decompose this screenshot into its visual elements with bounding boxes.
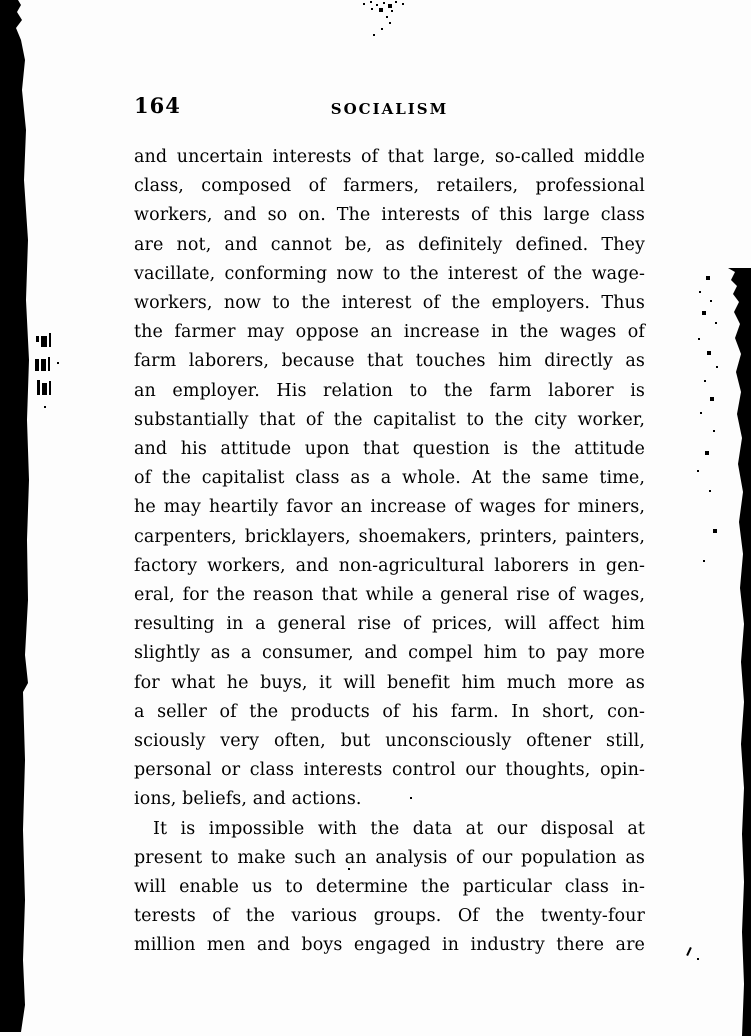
text-line: terests of the various groups. Of the twenty-four [134,906,645,927]
margin-scribble-mark [37,380,51,395]
page-number: 164 [134,93,181,118]
text-line: will enable us to determine the particular class in- [134,877,645,898]
text-line: a seller of the products of his farm. In short, con- [134,701,645,722]
text-line: class, composed of farmers, retailers, professional [134,176,645,197]
text-line: for what he buys, it will benefit him much more as [134,672,645,693]
text-line: of the capitalist class as a whole. At the same time, [134,468,645,489]
running-head: SOCIALISM [330,100,449,118]
text-line: workers, and so on. The interests of this large class [134,205,645,226]
text-line: personal or class interests control our thoughts, opin- [134,760,645,781]
text-line: million men and boys engaged in industry there are [134,935,645,956]
text-line: workers, now to the interest of the employers. Thus [134,293,645,314]
text-line: sciously very often, but unconsciously oftener still, [134,731,645,752]
text-line: carpenters, bricklayers, shoemakers, printers, painters, [134,526,645,547]
margin-scribble-mark [36,333,51,347]
scan-edge-shadow-right [725,268,751,1036]
scan-noise-speckles [0,0,2,2]
text-line: the farmer may oppose an increase in the wages of [134,322,645,343]
text-line: eral, for the reason that while a general rise of wages, [134,585,645,606]
text-line: vacillate, conforming now to the interest of the wage- [134,263,645,284]
scan-gutter-shadow-left [0,0,30,1032]
paragraph [134,143,645,815]
text-line: and his attitude upon that question is the attitude [134,439,645,460]
text-line: ions, beliefs, and actions. [134,789,362,810]
text-line: are not, and cannot be, as definitely defined. They [134,234,645,255]
margin-scribble-mark [35,357,50,371]
text-line: farm laborers, because that touches him directly as [134,351,645,372]
text-line: It is impossible with the data at our disposal at [153,818,645,839]
text-line: he may heartily favor an increase of wages for miners, [134,497,645,518]
text-line: factory workers, and non-agricultural laborers in gen- [134,555,645,576]
text-line: and uncertain interests of that large, so-called middle [134,147,645,167]
text-line: resulting in a general rise of prices, will affect him [134,614,645,635]
stray-pen-tick [686,947,692,956]
body-text [134,143,645,961]
paragraph [134,815,645,961]
text-line: slightly as a consumer, and compel him to pay more [134,643,645,664]
text-line: an employer. His relation to the farm laborer is [134,380,645,401]
text-line: present to make such an analysis of our population as [134,847,645,868]
text-line: substantially that of the capitalist to the city worker, [134,409,645,430]
